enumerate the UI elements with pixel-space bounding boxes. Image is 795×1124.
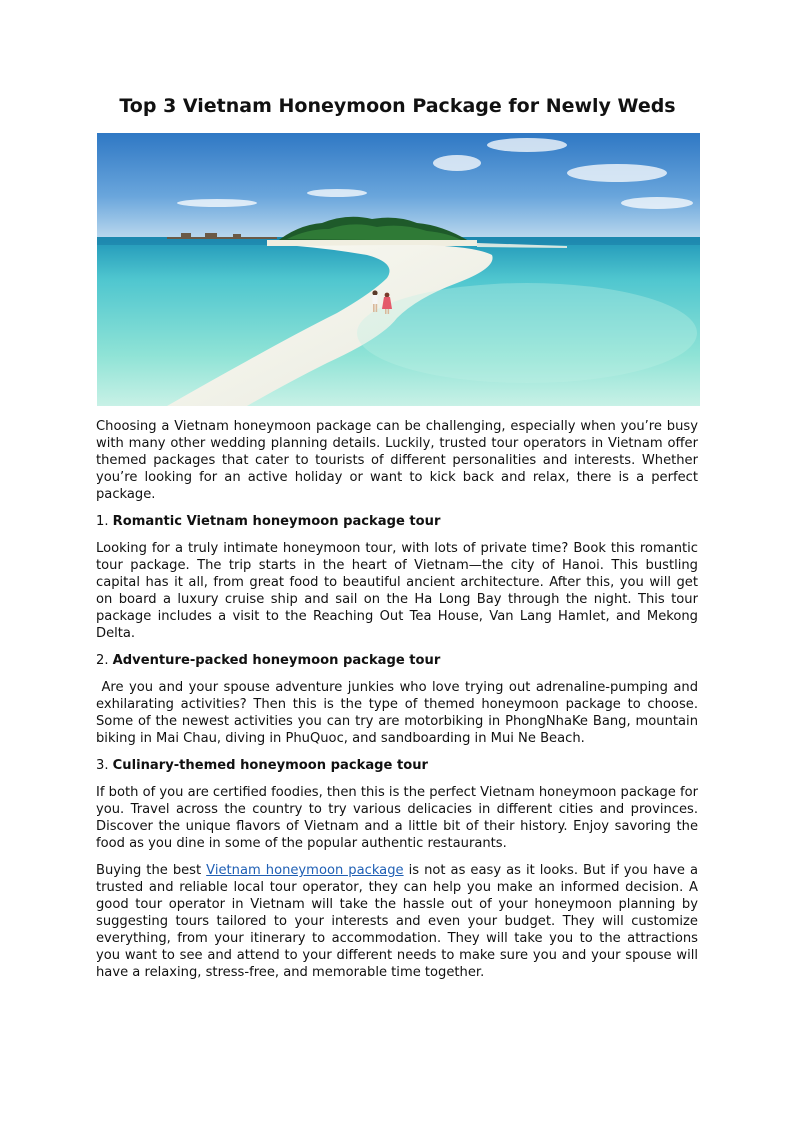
- section-title: Culinary-themed honeymoon package tour: [112, 758, 429, 773]
- section-heading-3: [96, 757, 698, 774]
- section-heading-2: [96, 652, 698, 669]
- section-heading-1: [96, 513, 698, 530]
- hero-image: [97, 133, 700, 406]
- section-number: 3.: [96, 758, 109, 773]
- closing-paragraph: [96, 862, 703, 981]
- article-body: [96, 418, 703, 991]
- section-title: Romantic Vietnam honeymoon package tour: [112, 514, 441, 529]
- section-number: 2.: [96, 653, 109, 668]
- closing-text-start: Buying the best: [96, 863, 207, 878]
- section-number: 1.: [96, 514, 109, 529]
- section-body-1: Looking for a truly intimate honeymoon tour, with lots of private time? Book this romantic tour package. The trip starts in the heart of Vietnam—the city of Hanoi. This bustling capital has it all, from great food to beautiful ancient architecture. After this, you will get on board a luxury cruise ship and sail on the Ha Long Bay through the night. This tour package includes a visit to the Reaching Out Tea House, Van Lang Hamlet, and Mekong Delta.: [96, 541, 698, 641]
- section-body-3: If both of you are certified foodies, then this is the perfect Vietnam honeymoon package for you. Travel across the country to try various delicacies in different cities and provinces. Discover the unique flavors of Vietnam and a little bit of their history. Enjoy savoring the food as you dine in some of the popular authentic restaurants.: [96, 785, 698, 851]
- section-title: Adventure-packed honeymoon package tour: [112, 653, 441, 668]
- page-title: Top 3 Vietnam Honeymoon Package for Newly Weds: [119, 95, 676, 117]
- closing-text-end: is not as easy as it looks. But if you have a trusted and reliable local tour operator, they can help you make an informed decision. A good tour operator in Vietnam will take the hassle out of your honeymoon planning by suggesting tours tailored to your interests and even your budget. They will customize everything, from your itinerary to accommodation. They will take you to the attractions you want to see and attend to your different needs to make sure you and your spouse will have a relaxing, stress-free, and memorable time together.: [96, 863, 703, 980]
- section-body-2: Are you and your spouse adventure junkies who love trying out adrenaline-pumping and exhilarating activities? Then this is the type of themed honeymoon package to choose. Some of the newest activities you can try are motorbiking in PhongNhaKe Bang, mountain biking in Mai Chau, diving in PhuQuoc, and sandboarding in Mui Ne Beach.: [96, 680, 703, 746]
- vietnam-honeymoon-package-link[interactable]: Vietnam honeymoon package: [206, 863, 404, 878]
- intro-paragraph: Choosing a Vietnam honeymoon package can be challenging, especially when you’re busy with many other wedding planning details. Luckily, trusted tour operators in Vietnam offer themed packages that cater to tourists of different personalities and interests. Whether you’re looking for an active holiday or want to kick back and relax, there is a perfect package.: [96, 419, 698, 502]
- beach-island-illustration: [97, 133, 700, 406]
